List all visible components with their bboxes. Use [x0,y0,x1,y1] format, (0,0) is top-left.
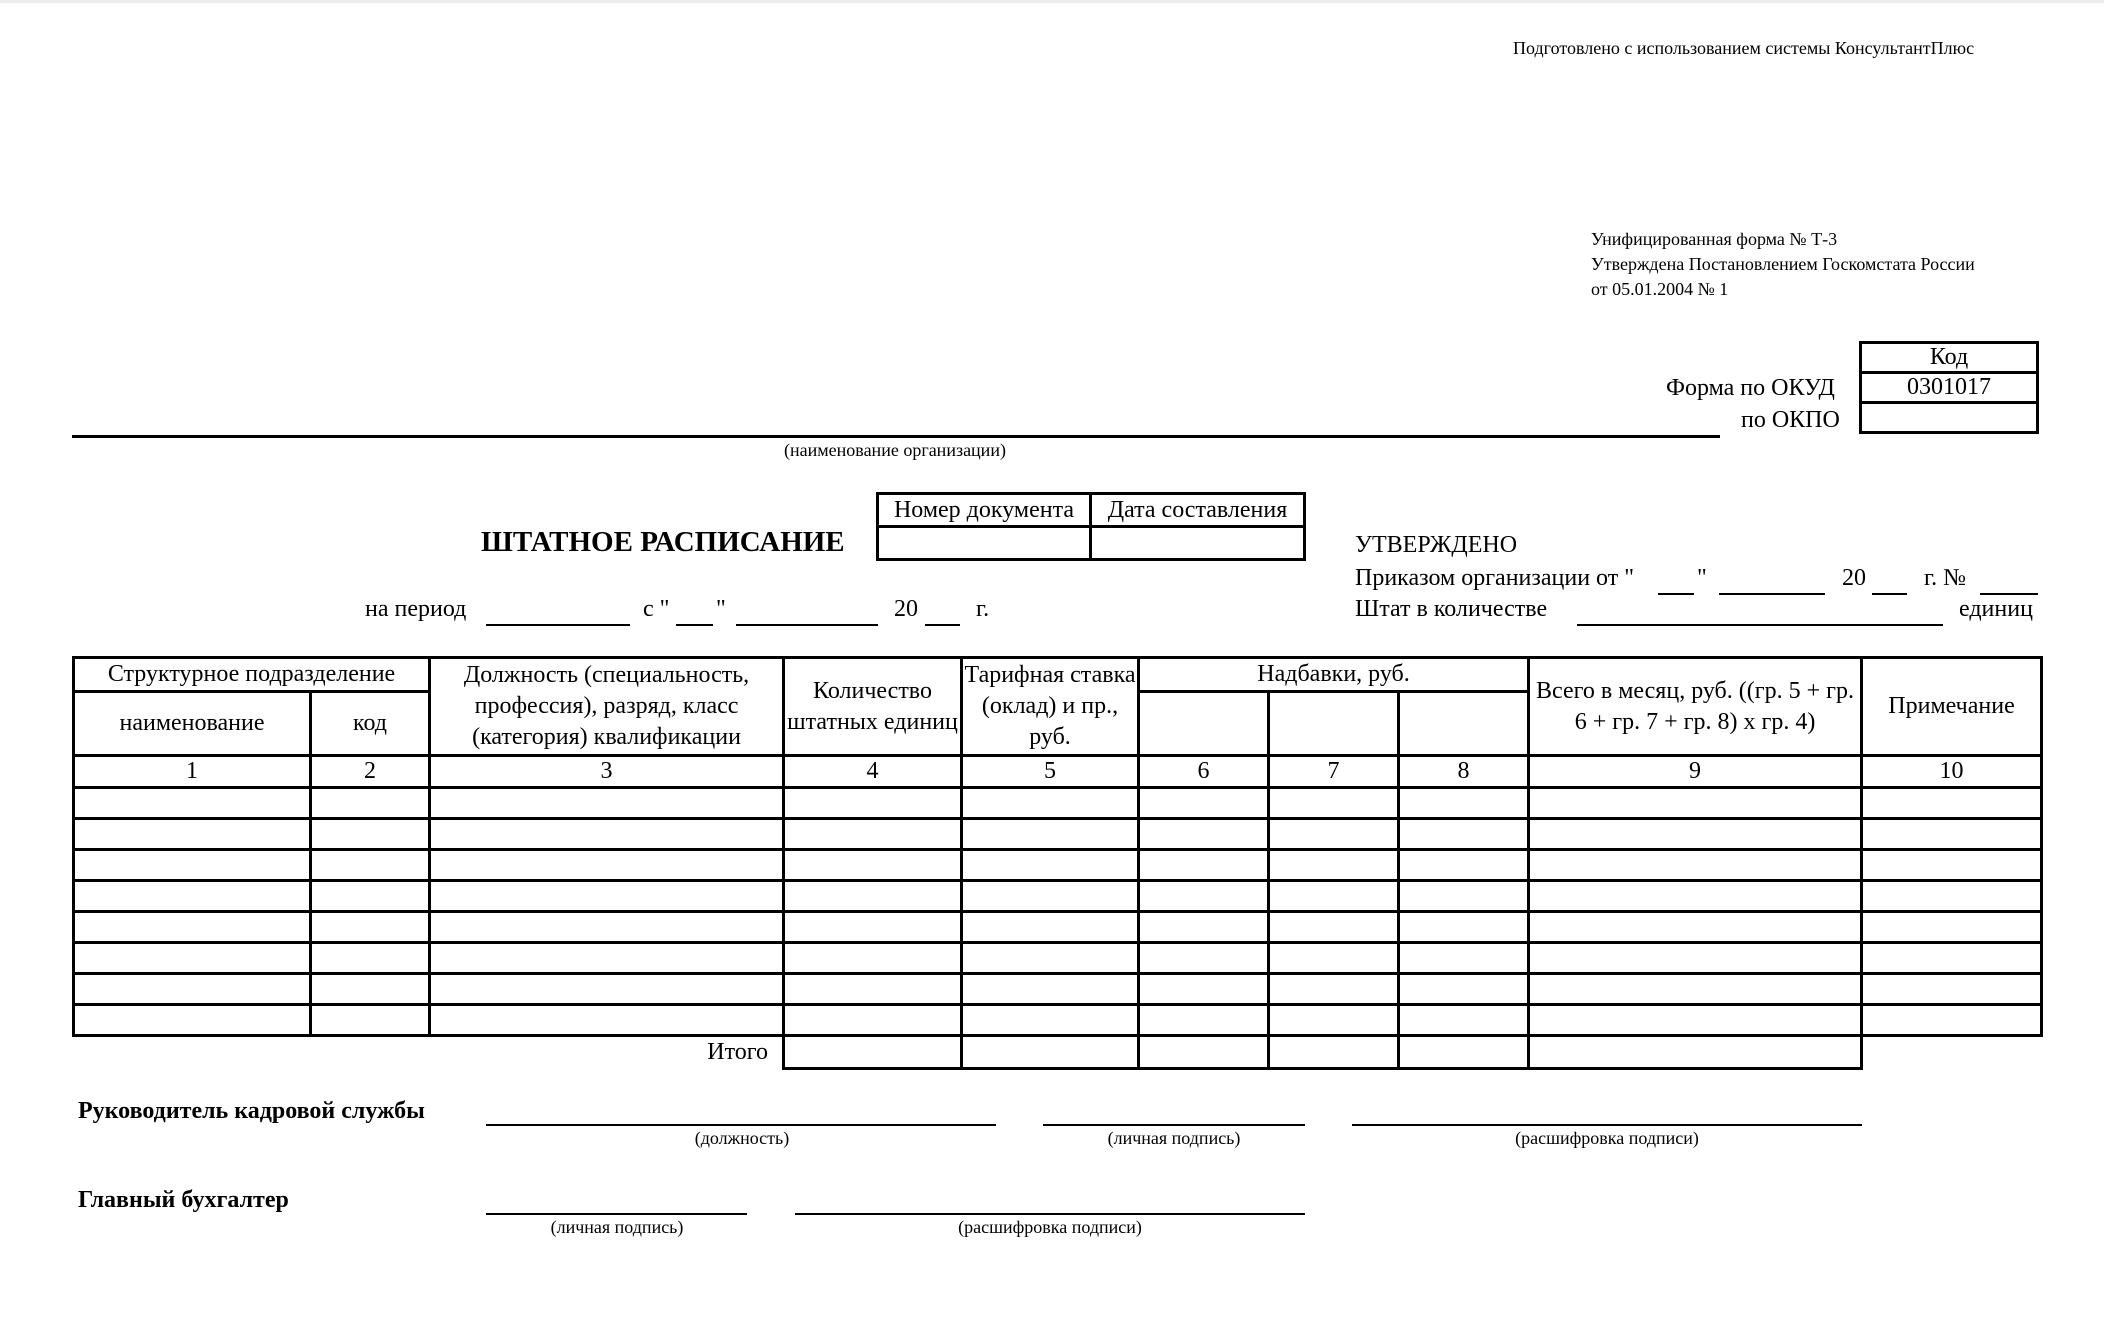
table-cell[interactable] [1529,974,1862,1005]
organization-caption: (наименование организации) [784,440,1006,460]
table-cell[interactable] [1399,912,1529,943]
table-cell[interactable] [430,943,784,974]
table-cell[interactable] [1862,974,2042,1005]
prepared-note: Подготовлено с использованием системы КонсультантПлюс [1513,38,1975,58]
table-cell[interactable] [430,788,784,819]
col-header-code: код [311,692,430,756]
codes-table [1859,341,2039,434]
table-cell[interactable] [1269,819,1399,850]
chief-accountant-decoding-line[interactable] [795,1213,1305,1215]
chief-accountant-label: Главный бухгалтер [78,1187,289,1213]
table-cell[interactable] [784,819,962,850]
code-header: Код [1861,343,2038,373]
table-cell[interactable] [1139,881,1269,912]
table-cell[interactable] [962,1005,1139,1036]
table-cell[interactable] [1862,819,2042,850]
total-row [74,1036,2042,1069]
total-cell[interactable] [784,1036,962,1069]
hr-head-label: Руководитель кадровой службы [78,1098,425,1124]
form-line-1: Унифицированная форма № Т-3 [1591,229,1838,249]
col-number: 8 [1399,756,1529,788]
table-cell[interactable] [1529,1005,1862,1036]
approved-order-label: Приказом организации от " [1355,565,1635,591]
table-cell[interactable] [430,819,784,850]
bonus-subcol-6 [1139,692,1269,756]
table-cell[interactable] [784,943,962,974]
col-number: 3 [430,756,784,788]
hr-head-decoding-line[interactable] [1352,1124,1862,1126]
column-numbers-row [74,756,2042,788]
doc-number-label: Номер документа [878,494,1091,527]
table-cell[interactable] [430,974,784,1005]
period-label: на период [365,596,467,622]
table-cell[interactable] [784,974,962,1005]
col-header-struct: Структурное подразделение [74,658,430,692]
table-cell[interactable] [1399,850,1529,881]
hr-head-position-caption: (должность) [694,1128,790,1148]
table-cell[interactable] [784,1005,962,1036]
approved-day-field[interactable] [1658,593,1694,595]
col-number: 6 [1139,756,1269,788]
col-number: 9 [1529,756,1862,788]
chief-accountant-decoding-caption: (расшифровка подписи) [958,1217,1142,1237]
total-empty [1862,1036,2042,1069]
table-cell[interactable] [1399,943,1529,974]
total-label: Итого [74,1036,784,1069]
table-cell[interactable] [1139,850,1269,881]
table-row [74,974,2042,1005]
bonus-subcol-8 [1399,692,1529,756]
hr-head-signature-caption: (личная подпись) [1107,1128,1241,1148]
table-cell[interactable] [74,912,311,943]
table-cell[interactable] [311,819,430,850]
approved-title: УТВЕРЖДЕНО [1355,532,1518,558]
table-cell[interactable] [1269,912,1399,943]
table-row [74,1005,2042,1036]
col-header-note: Примечание [1862,658,2042,756]
table-cell[interactable] [311,943,430,974]
table-row [74,943,2042,974]
table-cell[interactable] [784,912,962,943]
table-cell[interactable] [1529,819,1862,850]
col-number: 1 [74,756,311,788]
table-cell[interactable] [1529,912,1862,943]
period-field-1[interactable] [486,624,630,626]
table-cell[interactable] [311,974,430,1005]
table-cell[interactable] [74,974,311,1005]
table-cell[interactable] [1862,850,2042,881]
table-cell[interactable] [1399,788,1529,819]
table-row [74,881,2042,912]
table-cell[interactable] [430,881,784,912]
col-header-rate: Тарифная ставка (оклад) и пр., руб. [962,658,1139,756]
table-cell[interactable] [1529,788,1862,819]
doc-date-value[interactable] [1091,527,1305,560]
table-row [74,788,2042,819]
doc-number-value[interactable] [878,527,1091,560]
table-cell[interactable] [784,881,962,912]
table-cell[interactable] [430,850,784,881]
period-from: с " [643,596,670,622]
table-row [74,819,2042,850]
table-cell[interactable] [1399,819,1529,850]
form-line-3: от 05.01.2004 № 1 [1591,279,1729,299]
period-year-prefix: 20 [894,596,918,622]
table-cell[interactable] [74,943,311,974]
staff-units-label: единиц [1959,596,2033,622]
approved-quote: " [1697,565,1707,591]
total-cell[interactable] [1399,1036,1529,1069]
table-cell[interactable] [962,788,1139,819]
table-cell[interactable] [1862,912,2042,943]
chief-accountant-signature-caption: (личная подпись) [550,1217,684,1237]
table-cell[interactable] [74,788,311,819]
table-cell[interactable] [962,881,1139,912]
table-cell[interactable] [1139,943,1269,974]
okpo-value[interactable] [1861,403,2038,433]
table-row [74,912,2042,943]
table-cell[interactable] [962,912,1139,943]
table-cell[interactable] [311,881,430,912]
col-header-total: Всего в месяц, руб. ((гр. 5 + гр. 6 + гр. 7 + гр. 8) х гр. 4) [1529,658,1862,756]
staff-schedule-table [72,656,2043,1070]
table-cell[interactable] [1139,974,1269,1005]
table-cell[interactable] [1862,1005,2042,1036]
approved-order-number-field[interactable] [1980,593,2038,595]
page-top-border [0,0,2104,3]
table-cell[interactable] [1139,912,1269,943]
hr-head-decoding-caption: (расшифровка подписи) [1515,1128,1699,1148]
table-cell[interactable] [1139,819,1269,850]
document-number-date-table [876,492,1306,561]
table-cell[interactable] [1269,788,1399,819]
col-number: 2 [311,756,430,788]
period-year-field[interactable] [925,624,960,626]
table-cell[interactable] [1862,943,2042,974]
table-cell[interactable] [1862,788,2042,819]
approved-year-suffix: г. № [1924,565,1967,591]
table-cell[interactable] [1399,881,1529,912]
period-quote: " [716,596,726,622]
table-cell[interactable] [74,850,311,881]
table-cell[interactable] [1399,1005,1529,1036]
table-cell[interactable] [1862,881,2042,912]
table-cell[interactable] [1529,943,1862,974]
table-cell[interactable] [74,1005,311,1036]
table-cell[interactable] [1529,881,1862,912]
document-title: ШТАТНОЕ РАСПИСАНИЕ [481,526,845,558]
staff-count-label: Штат в количестве [1355,596,1548,622]
approved-month-field[interactable] [1719,593,1825,595]
approved-year-field[interactable] [1872,593,1907,595]
hr-head-position-line[interactable] [486,1124,996,1126]
table-cell[interactable] [430,912,784,943]
approved-year-prefix: 20 [1842,565,1866,591]
table-cell[interactable] [311,850,430,881]
table-cell[interactable] [311,1005,430,1036]
table-cell[interactable] [784,788,962,819]
table-cell[interactable] [1269,943,1399,974]
period-year-suffix: г. [976,596,990,622]
table-cell[interactable] [1399,974,1529,1005]
bonus-subcol-7 [1269,692,1399,756]
col-header-count: Количество штатных единиц [784,658,962,756]
form-line-2: Утверждена Постановлением Госкомстата России [1591,254,1975,274]
staff-count-field[interactable] [1577,624,1943,626]
col-header-name: наименование [74,692,311,756]
table-cell[interactable] [311,788,430,819]
col-header-position: Должность (специальность, профессия), разряд, класс (категория) квалификации [430,658,784,756]
table-row [74,850,2042,881]
col-number: 10 [1862,756,2042,788]
table-cell[interactable] [1269,1005,1399,1036]
hr-head-signature-line[interactable] [1043,1124,1305,1126]
table-cell[interactable] [962,943,1139,974]
total-cell[interactable] [962,1036,1139,1069]
okpo-label: по ОКПО [1741,407,1840,433]
total-cell[interactable] [1269,1036,1399,1069]
period-day-field[interactable] [676,624,713,626]
organization-name-line[interactable] [72,435,1720,438]
table-cell[interactable] [1269,850,1399,881]
table-cell[interactable] [962,974,1139,1005]
table-cell[interactable] [74,881,311,912]
okud-value[interactable]: 0301017 [1861,373,2038,403]
table-cell[interactable] [1139,1005,1269,1036]
col-header-bonus: Надбавки, руб. [1139,658,1529,692]
table-cell[interactable] [1139,788,1269,819]
chief-accountant-signature-line[interactable] [486,1213,747,1215]
total-cell[interactable] [1529,1036,1862,1069]
table-cell[interactable] [74,819,311,850]
table-cell[interactable] [430,1005,784,1036]
table-cell[interactable] [962,850,1139,881]
table-cell[interactable] [962,819,1139,850]
col-number: 4 [784,756,962,788]
table-cell[interactable] [311,912,430,943]
doc-date-label: Дата составления [1091,494,1305,527]
table-cell[interactable] [1269,881,1399,912]
total-cell[interactable] [1139,1036,1269,1069]
table-cell[interactable] [1529,850,1862,881]
col-number: 5 [962,756,1139,788]
table-cell[interactable] [784,850,962,881]
period-month-field[interactable] [736,624,878,626]
col-number: 7 [1269,756,1399,788]
table-cell[interactable] [1269,974,1399,1005]
okud-label: Форма по ОКУД [1666,375,1835,401]
